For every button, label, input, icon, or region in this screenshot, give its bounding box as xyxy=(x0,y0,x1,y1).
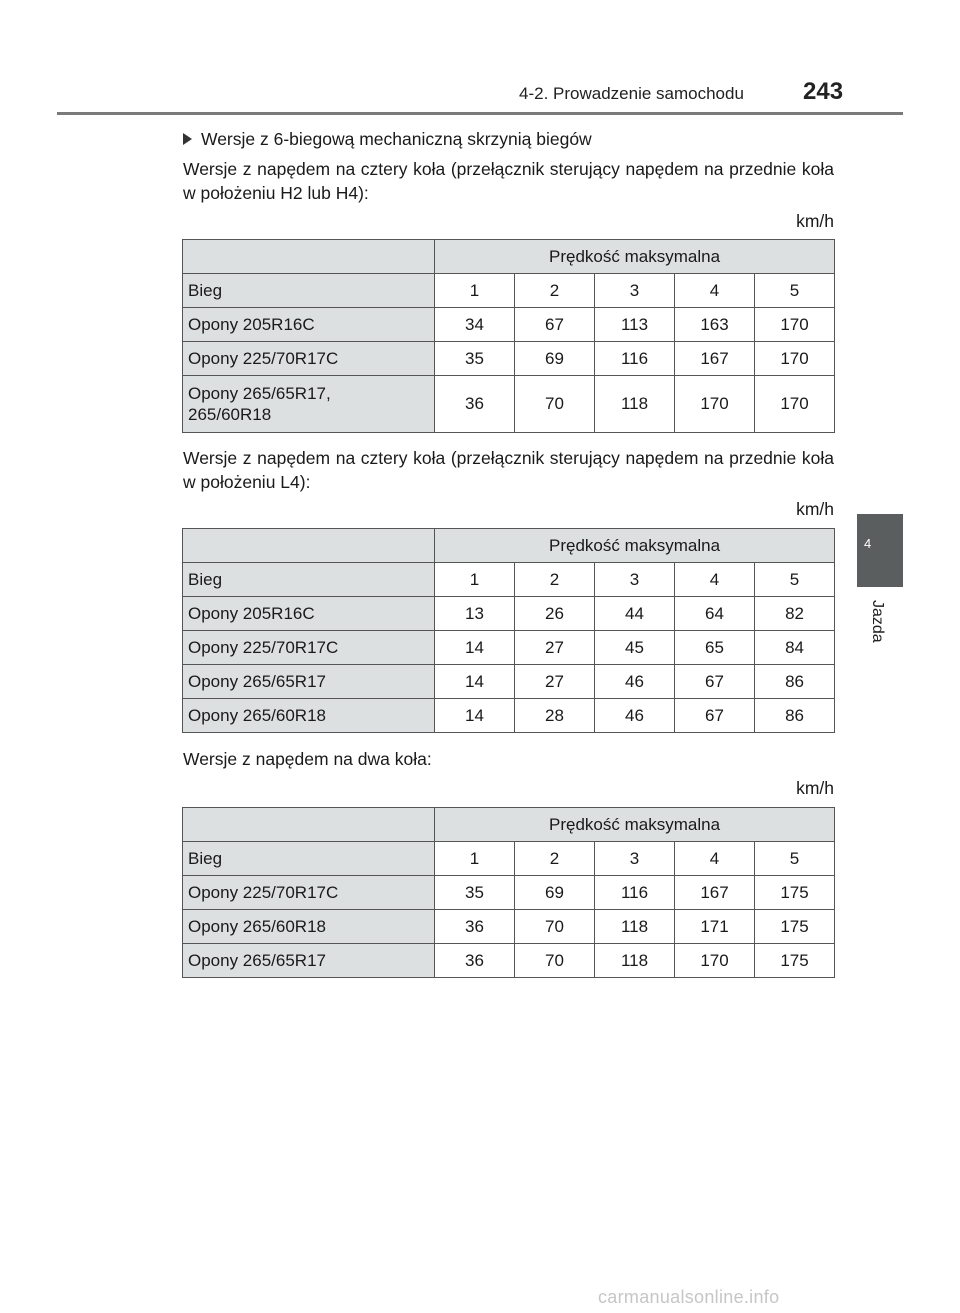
tire-label-line2: 265/60R18 xyxy=(188,405,272,424)
subheading-text: Wersje z 6-biegową mechaniczną skrzynią biegów xyxy=(201,129,592,149)
gear-cell: 4 xyxy=(675,563,755,597)
speed-cell: 64 xyxy=(675,597,755,631)
unit-label: km/h xyxy=(796,778,834,798)
speed-cell: 170 xyxy=(755,308,835,342)
gear-cell: 3 xyxy=(595,563,675,597)
table-row xyxy=(183,699,835,733)
speed-cell: 170 xyxy=(675,944,755,978)
speed-cell: 171 xyxy=(675,910,755,944)
speed-cell: 45 xyxy=(595,631,675,665)
speed-cell: 118 xyxy=(595,944,675,978)
max-speed-header: Prędkość maksymalna xyxy=(435,529,835,563)
speed-cell: 13 xyxy=(435,597,515,631)
table-row xyxy=(183,665,835,699)
subheading xyxy=(183,127,834,151)
gear-cell: 3 xyxy=(595,274,675,308)
speed-cell: 67 xyxy=(675,665,755,699)
speed-cell: 175 xyxy=(755,910,835,944)
speed-cell: 86 xyxy=(755,665,835,699)
speed-cell: 27 xyxy=(515,631,595,665)
gear-label: Bieg xyxy=(183,563,435,597)
table-header-row xyxy=(183,529,835,563)
speed-cell: 26 xyxy=(515,597,595,631)
speed-cell: 170 xyxy=(675,376,755,433)
speed-cell: 116 xyxy=(595,342,675,376)
table-header-row xyxy=(183,240,835,274)
gear-cell: 3 xyxy=(595,842,675,876)
speed-cell: 34 xyxy=(435,308,515,342)
gear-cell: 5 xyxy=(755,563,835,597)
gear-label: Bieg xyxy=(183,274,435,308)
table-row xyxy=(183,876,835,910)
paragraph-4wd-h2-h4: Wersje z napędem na cztery koła (przełącznik sterujący napędem na przednie koła w położeniu H2 lub H4): xyxy=(183,159,834,203)
paragraph-4wd-l4: Wersje z napędem na cztery koła (przełącznik sterujący napędem na przednie koła w położeniu L4): xyxy=(183,448,834,492)
speed-cell: 46 xyxy=(595,699,675,733)
max-speed-header: Prędkość maksymalna xyxy=(435,808,835,842)
speed-cell: 70 xyxy=(515,376,595,433)
speed-table-4wd-l4 xyxy=(182,528,835,733)
gear-cell: 1 xyxy=(435,842,515,876)
speed-cell: 167 xyxy=(675,342,755,376)
speed-cell: 36 xyxy=(435,376,515,433)
tire-label: Opony 205R16C xyxy=(183,308,435,342)
speed-cell: 27 xyxy=(515,665,595,699)
watermark: carmanualsonline.info xyxy=(598,1287,780,1307)
table-row xyxy=(183,631,835,665)
unit-label: km/h xyxy=(796,499,834,519)
tire-label-line1: Opony 265/65R17, xyxy=(188,384,331,403)
page-number: 243 xyxy=(803,78,844,105)
speed-cell: 116 xyxy=(595,876,675,910)
speed-cell: 69 xyxy=(515,342,595,376)
table-corner-cell xyxy=(183,808,435,842)
speed-cell: 28 xyxy=(515,699,595,733)
speed-cell: 67 xyxy=(515,308,595,342)
tire-label: Opony 265/60R18 xyxy=(183,699,435,733)
speed-cell: 14 xyxy=(435,631,515,665)
table-row xyxy=(183,597,835,631)
gear-cell: 2 xyxy=(515,842,595,876)
speed-cell: 44 xyxy=(595,597,675,631)
speed-cell: 84 xyxy=(755,631,835,665)
chapter-tab-number: 4 xyxy=(864,536,872,551)
speed-cell: 118 xyxy=(595,376,675,433)
speed-cell: 167 xyxy=(675,876,755,910)
gear-row xyxy=(183,842,835,876)
table-header-row xyxy=(183,808,835,842)
speed-cell: 170 xyxy=(755,376,835,433)
tire-label: Opony 265/60R18 xyxy=(183,910,435,944)
triangle-bullet-icon xyxy=(183,133,192,145)
gear-cell: 5 xyxy=(755,274,835,308)
tire-label: Opony 225/70R17C xyxy=(183,876,435,910)
speed-cell: 14 xyxy=(435,699,515,733)
speed-cell: 70 xyxy=(515,944,595,978)
chapter-tab-label: Jazda xyxy=(869,600,886,643)
header-divider xyxy=(57,112,903,115)
gear-row xyxy=(183,274,835,308)
speed-cell: 36 xyxy=(435,944,515,978)
speed-cell: 175 xyxy=(755,876,835,910)
speed-table-4wd-h xyxy=(182,239,835,433)
unit-label: km/h xyxy=(796,211,834,231)
tire-label: Opony 225/70R17C xyxy=(183,631,435,665)
tire-label xyxy=(183,376,435,433)
table-corner-cell xyxy=(183,529,435,563)
speed-table-2wd xyxy=(182,807,835,978)
tire-label: Opony 265/65R17 xyxy=(183,665,435,699)
gear-cell: 4 xyxy=(675,274,755,308)
section-title: 4-2. Prowadzenie samochodu xyxy=(519,84,744,103)
gear-cell: 4 xyxy=(675,842,755,876)
table-row xyxy=(183,944,835,978)
table-row xyxy=(183,376,835,433)
gear-row xyxy=(183,563,835,597)
gear-cell: 5 xyxy=(755,842,835,876)
gear-cell: 1 xyxy=(435,274,515,308)
gear-cell: 1 xyxy=(435,563,515,597)
max-speed-header: Prędkość maksymalna xyxy=(435,240,835,274)
table-row xyxy=(183,308,835,342)
speed-cell: 46 xyxy=(595,665,675,699)
speed-cell: 35 xyxy=(435,876,515,910)
speed-cell: 35 xyxy=(435,342,515,376)
speed-cell: 163 xyxy=(675,308,755,342)
gear-cell: 2 xyxy=(515,274,595,308)
speed-cell: 82 xyxy=(755,597,835,631)
speed-cell: 36 xyxy=(435,910,515,944)
speed-cell: 67 xyxy=(675,699,755,733)
speed-cell: 175 xyxy=(755,944,835,978)
speed-cell: 170 xyxy=(755,342,835,376)
speed-cell: 69 xyxy=(515,876,595,910)
speed-cell: 113 xyxy=(595,308,675,342)
tire-label: Opony 265/65R17 xyxy=(183,944,435,978)
table-corner-cell xyxy=(183,240,435,274)
tire-label: Opony 205R16C xyxy=(183,597,435,631)
table-row xyxy=(183,910,835,944)
speed-cell: 14 xyxy=(435,665,515,699)
table-row xyxy=(183,342,835,376)
tire-label: Opony 225/70R17C xyxy=(183,342,435,376)
gear-cell: 2 xyxy=(515,563,595,597)
paragraph-2wd: Wersje z napędem na dwa koła: xyxy=(183,749,432,769)
speed-cell: 86 xyxy=(755,699,835,733)
speed-cell: 118 xyxy=(595,910,675,944)
speed-cell: 65 xyxy=(675,631,755,665)
speed-cell: 70 xyxy=(515,910,595,944)
gear-label: Bieg xyxy=(183,842,435,876)
